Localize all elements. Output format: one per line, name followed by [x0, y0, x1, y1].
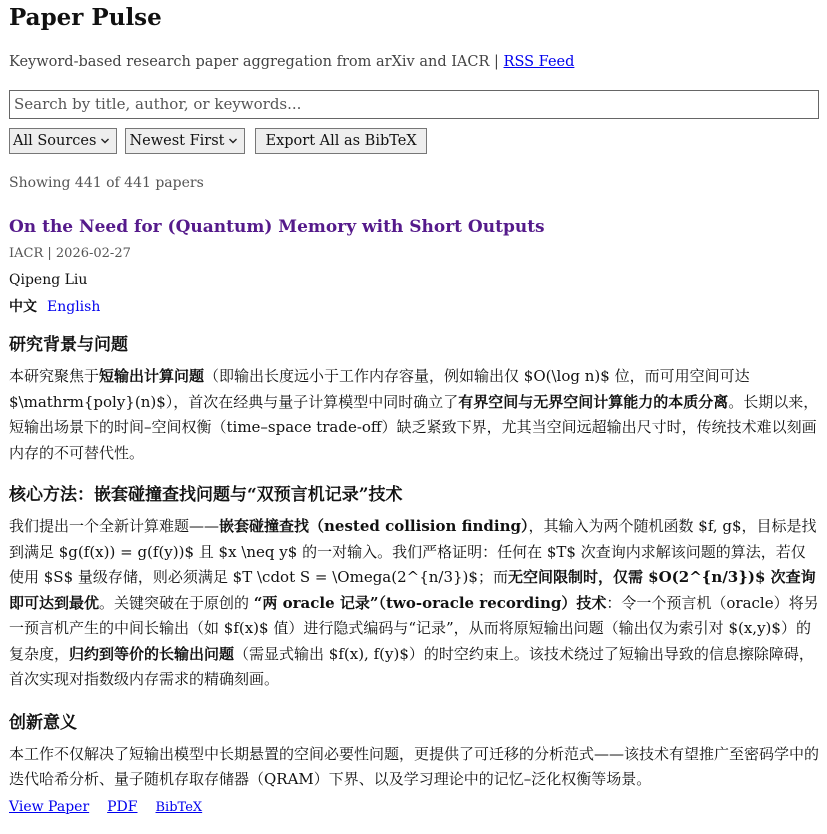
- pdf-link[interactable]: PDF: [107, 798, 138, 815]
- body-text: 本工作不仅解决了短输出模型中长期悬置的空间必要性问题，更提供了可迁移的分析范式——该技术有望推广至密码学中的迭代哈希分析、量子随机存取存储器（QRAM）下界、以及学习理论中的记忆–泛化权衡等场景。: [9, 744, 820, 788]
- body-text: 。关键突破在于原创的: [99, 593, 254, 612]
- body-text: ：令一个预言机（oracle）将另一预言机产生的中间长输出（如 $f(x)$ 值）进行隐式编码与“记录”，从而将原短输出问题（输出仅为索引对 $(x,y)$）的复杂度，: [9, 593, 819, 663]
- search-input[interactable]: Search by title, author, or keywords...: [9, 90, 819, 119]
- lang-en-tab[interactable]: English: [47, 299, 101, 315]
- lang-zh-tab[interactable]: 中文: [9, 299, 37, 315]
- paper-authors: Qipeng Liu: [9, 272, 88, 288]
- source-select[interactable]: [9, 128, 117, 154]
- controls-bar: [9, 128, 819, 154]
- body-text: 。长期以来，短输出场景下的时间–空间权衡（time–space trade-off）缺乏紧致下界，尤其当空间远超输出尺寸时，传统技术难以刻画内存的不可替代性。: [9, 392, 819, 462]
- section-body: [9, 514, 819, 693]
- body-text: （即输出长度远小于工作内存容量，例如输出仅 $O(\log n)$ 位，而可用空间可达 $\mathrm{poly}(n)$），首次在经典与量子计算模型中同时确立了: [9, 367, 750, 411]
- summary-section-method: [9, 484, 819, 693]
- section-heading: 核心方法：嵌套碰撞查找问题与“双预言机记录”技术: [9, 485, 403, 505]
- results-count: Showing 441 of 441 papers: [9, 175, 204, 191]
- summary-section-significance: [9, 712, 819, 793]
- section-heading: 研究背景与问题: [9, 335, 128, 355]
- emphasis-text: 短输出计算问题: [99, 367, 205, 385]
- section-heading: 创新意义: [9, 712, 77, 733]
- site-subtitle: [9, 53, 819, 71]
- body-text: 我们提出一个全新计算难题——: [9, 517, 220, 535]
- view-paper-link[interactable]: View Paper: [9, 798, 90, 815]
- language-toggle: [9, 298, 819, 316]
- paper-title-link[interactable]: On the Need for (Quantum) Memory with Short Outputs: [9, 217, 545, 237]
- emphasis-text: 有界空间与无界空间计算能力的本质分离: [458, 392, 729, 411]
- emphasis-text: 归约到等价的长输出问题: [69, 644, 235, 663]
- site-title: Paper Pulse: [9, 4, 162, 31]
- subtitle-text: Keyword-based research paper aggregation from arXiv and IACR |: [9, 54, 499, 70]
- paper-links: [9, 799, 819, 815]
- chevron-down-icon: [100, 136, 110, 146]
- body-text: ，其输入为两个随机函数 $f, g$，目标是找到满足 $g(f(x)) = g(f(y))$ 且 $x \neq y$ 的一对输入。我们严格证明：任何在 $T$ 次查询内求解该问题的算法，若仅使用 $S$ 量级存储，则必须满足 $T \cdot S = \Omega(2^{n/3})$；而: [9, 517, 817, 586]
- chevron-down-icon: [228, 136, 238, 146]
- section-body: [9, 364, 819, 466]
- rss-feed-link[interactable]: RSS Feed: [503, 54, 575, 70]
- bibtex-link[interactable]: BibTeX: [155, 799, 203, 815]
- body-text: （需显式输出 $f(x), f(y)$）的时空约束上。该技术绕过了短输出导致的信息擦除障碍，首次实现对指数级内存需求的精确刻画。: [9, 644, 814, 688]
- sort-select[interactable]: [125, 128, 245, 154]
- export-bibtex-button[interactable]: Export All as BibTeX: [255, 128, 426, 154]
- emphasis-text: 无空间限制时，仅需 $O(2^{n/3})$ 次查询即可达到最优: [9, 568, 816, 612]
- section-body: [9, 742, 819, 793]
- sort-select-value: Newest First: [129, 133, 225, 149]
- body-text: 本研究聚焦于: [9, 367, 100, 385]
- paper-meta: IACR | 2026-02-27: [9, 246, 131, 261]
- source-select-value: All Sources: [13, 133, 97, 149]
- emphasis-text: 嵌套碰撞查找（nested collision finding）: [219, 517, 529, 535]
- summary-section-background: [9, 334, 819, 466]
- emphasis-text: “两 oracle 记录”（two-oracle recording）技术: [253, 593, 607, 612]
